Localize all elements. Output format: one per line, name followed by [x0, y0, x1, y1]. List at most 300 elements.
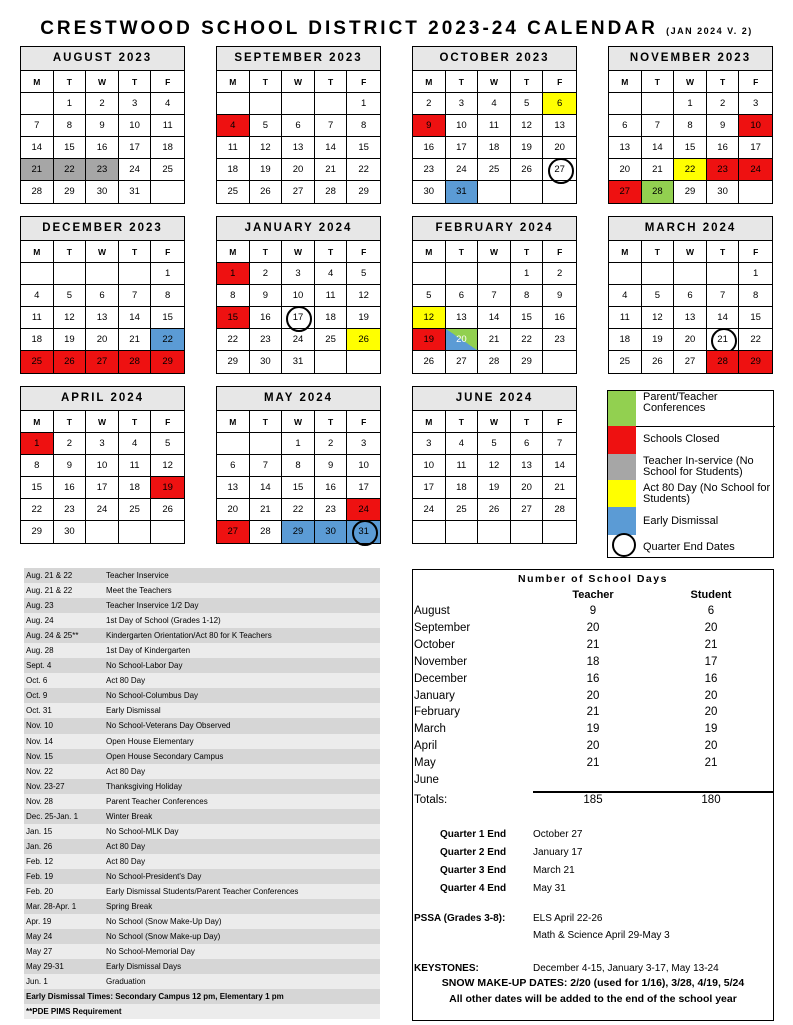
month-february-2024 [412, 216, 577, 374]
day-cell [119, 521, 152, 543]
month-december-2023 [20, 216, 185, 374]
day-cell: 26 [347, 329, 380, 351]
event-row [24, 643, 380, 658]
day-cell [609, 263, 642, 285]
day-cell: 27 [217, 521, 250, 543]
weekday-header: T [54, 71, 87, 93]
pssa-line2: Math & Science April 29-May 3 [533, 930, 670, 941]
day-cell: 22 [511, 329, 544, 351]
day-cell: 3 [347, 433, 380, 455]
legend-item-act80 [608, 480, 775, 507]
day-cell: 15 [21, 477, 54, 499]
weekday-header: T [511, 411, 544, 433]
day-cell: 21 [543, 477, 576, 499]
day-cell: 11 [21, 307, 54, 329]
month-title: SEPTEMBER 2023 [217, 47, 380, 71]
day-cell: 30 [707, 181, 740, 203]
day-cell: 18 [478, 137, 511, 159]
day-cell: 9 [707, 115, 740, 137]
day-cell: 27 [282, 181, 315, 203]
day-cell: 25 [446, 499, 479, 521]
day-cell: 5 [413, 285, 446, 307]
day-cell: 26 [413, 351, 446, 373]
day-cell: 29 [358, 186, 369, 197]
day-cell: 30 [315, 521, 348, 543]
event-text: Early Dismissal [106, 706, 161, 716]
day-cell: 8 [674, 115, 707, 137]
day-cell: 11 [315, 285, 348, 307]
day-cell: 22 [282, 499, 315, 521]
day-cell: 10 [739, 115, 772, 137]
day-cell: 7 [315, 115, 348, 137]
event-date: Jan. 15 [26, 826, 53, 836]
day-cell [739, 181, 772, 203]
pssa-label: PSSA (Grades 3-8): [414, 913, 506, 924]
event-date: Oct. 9 [26, 691, 48, 701]
event-text: Open House Secondary Campus [106, 751, 224, 761]
keystones-text: December 4-15, January 3-17, May 13-24 [533, 963, 719, 974]
weekday-header: M [21, 241, 54, 263]
day-cell: 4 [151, 93, 184, 115]
event-text: 1st Day of Kindergarten [106, 646, 191, 656]
day-cell: 9 [86, 115, 119, 137]
day-cell: 9 [413, 115, 446, 137]
day-cell: 26 [250, 181, 283, 203]
event-date: Feb. 19 [26, 871, 54, 881]
day-cell: 25 [478, 159, 511, 181]
quarter-2-label: Quarter 2 End [440, 847, 507, 858]
weekday-header: W [282, 411, 315, 433]
day-cell: 7 [21, 115, 54, 137]
day-cell: 13 [446, 307, 479, 329]
day-cell: 5 [151, 433, 184, 455]
day-cell: 6 [674, 285, 707, 307]
day-cell: 1 [739, 263, 772, 285]
day-cell: 7 [478, 285, 511, 307]
event-text: Early Dismissal Students/Parent Teacher Conferences [106, 886, 299, 896]
quarter-4-label: Quarter 4 End [440, 883, 507, 894]
event-date: Aug. 28 [26, 646, 54, 656]
day-cell: 1 [511, 263, 544, 285]
day-cell [642, 93, 675, 115]
day-cell: 27 [511, 499, 544, 521]
day-cell: 13 [86, 307, 119, 329]
day-cell [511, 181, 544, 203]
event-date: Jun. 1 [26, 977, 48, 987]
day-cell: 19 [250, 159, 283, 181]
day-cell: 29 [739, 351, 772, 373]
month-title: AUGUST 2023 [21, 47, 184, 71]
event-date: Aug. 24 & 25** [26, 631, 79, 641]
day-cell [86, 521, 119, 543]
event-row [24, 703, 380, 718]
day-grid [21, 241, 184, 373]
quarter-3-label: Quarter 3 End [440, 865, 507, 876]
weekday-header: T [511, 241, 544, 263]
day-cell: 7 [707, 285, 740, 307]
school-days-student: 20 [704, 689, 718, 702]
day-cell: 4 [21, 285, 54, 307]
day-cell: 14 [642, 137, 675, 159]
event-date: Mar. 28-Apr. 1 [26, 902, 77, 912]
event-date: Apr. 19 [26, 917, 52, 927]
day-cell: 20 [282, 159, 315, 181]
day-cell: 1 [674, 93, 707, 115]
day-cell: 13 [282, 137, 315, 159]
day-cell: 16 [543, 307, 576, 329]
event-text: Teacher Inservice [106, 571, 169, 580]
day-cell: 22 [21, 499, 54, 521]
day-cell: 23 [86, 159, 119, 181]
day-cell: 24 [739, 159, 772, 181]
legend-item-inservice [608, 454, 775, 480]
day-cell: 15 [347, 137, 380, 159]
weekday-header: F [739, 241, 772, 263]
quarter-1-label: Quarter 1 End [440, 829, 507, 840]
month-title: MAY 2024 [217, 387, 380, 411]
day-cell [543, 521, 576, 543]
day-cell: 14 [315, 137, 348, 159]
day-cell: 29 [151, 351, 184, 373]
day-cell: 20 [543, 137, 576, 159]
day-cell: 15 [674, 137, 707, 159]
day-cell: 16 [86, 137, 119, 159]
school-days-teacher: 21 [586, 706, 600, 719]
day-cell [642, 263, 675, 285]
weekday-header: W [478, 71, 511, 93]
day-cell: 6 [86, 285, 119, 307]
month-title: APRIL 2024 [21, 387, 184, 411]
event-row [24, 899, 380, 914]
day-cell: 19 [478, 477, 511, 499]
event-date: Aug. 21 & 22 [26, 571, 73, 580]
day-cell: 19 [347, 307, 380, 329]
day-cell: 17 [119, 137, 152, 159]
event-text: Early Dismissal Times: Secondary Campus 12 pm, Elementary 1 pm [26, 992, 284, 1002]
day-cell: 18 [21, 329, 54, 351]
day-cell [21, 263, 54, 285]
day-grid [413, 71, 576, 203]
day-cell [315, 351, 348, 373]
day-cell [54, 263, 87, 285]
day-cell [543, 351, 576, 373]
weekday-header: T [250, 411, 283, 433]
day-cell: 8 [217, 285, 250, 307]
day-grid [413, 411, 576, 543]
event-row [24, 718, 380, 733]
event-date: Nov. 10 [26, 721, 53, 731]
event-text: Spring Break [106, 902, 153, 912]
weekday-header: T [315, 71, 348, 93]
weekday-header: F [543, 411, 576, 433]
weekday-header: T [315, 411, 348, 433]
legend-swatch [608, 507, 636, 535]
school-days-month: March [414, 723, 446, 736]
pssa-line1: ELS April 22-26 [533, 913, 603, 924]
day-cell: 1 [54, 93, 87, 115]
day-cell: 23 [315, 499, 348, 521]
event-row [24, 914, 380, 929]
month-january-2024 [216, 216, 381, 374]
event-row [24, 1004, 380, 1019]
event-text: Act 80 Day [106, 841, 146, 851]
legend-swatch [608, 454, 636, 480]
day-cell: 13 [674, 307, 707, 329]
event-text: No School-Columbus Day [106, 691, 199, 701]
day-cell: 22 [674, 159, 707, 181]
day-cell: 20 [217, 499, 250, 521]
day-cell [543, 181, 576, 203]
day-cell: 17 [347, 477, 380, 499]
day-cell: 21 [642, 159, 675, 181]
day-cell: 30 [413, 181, 446, 203]
keystones-label: KEYSTONES: [414, 963, 479, 974]
day-cell: 1 [347, 93, 380, 115]
day-cell [151, 181, 184, 203]
day-cell: 30 [250, 351, 283, 373]
day-cell [119, 263, 152, 285]
day-cell: 5 [642, 285, 675, 307]
school-days-student: 17 [704, 655, 718, 668]
weekday-header: M [217, 71, 250, 93]
weekday-header: M [217, 241, 250, 263]
day-cell: 13 [543, 115, 576, 137]
weekday-header: T [54, 241, 87, 263]
month-april-2024 [20, 386, 185, 544]
school-days-month: April [414, 740, 438, 753]
day-cell [151, 521, 184, 543]
day-cell: 21 [478, 329, 511, 351]
weekday-header: T [642, 71, 675, 93]
legend-label: Early Dismissal [643, 515, 719, 527]
day-cell [217, 93, 250, 115]
day-cell: 27 [86, 351, 119, 373]
day-cell: 30 [86, 181, 119, 203]
weekday-header: T [511, 71, 544, 93]
event-text: No School-Memorial Day [106, 947, 195, 957]
school-days-teacher: 19 [586, 723, 600, 736]
school-days-month: August [414, 605, 450, 617]
event-row [24, 929, 380, 944]
day-cell: 26 [511, 159, 544, 181]
weekday-header: M [217, 411, 250, 433]
event-row [24, 779, 380, 794]
event-text: Act 80 Day [106, 676, 146, 686]
day-cell: 3 [119, 93, 152, 115]
event-text: No School-President's Day [106, 871, 202, 881]
day-cell: 3 [282, 263, 315, 285]
day-cell: 8 [511, 285, 544, 307]
day-cell: 3 [739, 93, 772, 115]
school-days-title: Number of School Days [518, 573, 668, 585]
day-cell [446, 521, 479, 543]
event-date: Sept. 4 [26, 661, 52, 671]
day-cell: 5 [511, 93, 544, 115]
day-cell: 18 [217, 159, 250, 181]
total-teacher: 185 [583, 794, 603, 806]
day-cell: 21 [315, 159, 348, 181]
day-cell: 27 [543, 159, 576, 181]
day-cell: 18 [315, 307, 348, 329]
day-cell: 4 [217, 115, 250, 137]
event-text: No School-Labor Day [106, 661, 183, 671]
day-cell: 9 [543, 285, 576, 307]
school-days-student: 21 [704, 638, 718, 651]
event-row [24, 974, 380, 989]
weekday-header: M [21, 71, 54, 93]
month-title: JANUARY 2024 [217, 217, 380, 241]
school-days-student: 20 [704, 740, 718, 753]
day-cell: 28 [478, 351, 511, 373]
day-cell: 25 [609, 351, 642, 373]
day-cell: 13 [217, 477, 250, 499]
day-cell: 14 [21, 137, 54, 159]
weekday-header: W [86, 71, 119, 93]
day-cell: 15 [54, 137, 87, 159]
weekday-header: T [707, 241, 740, 263]
day-cell: 17 [446, 137, 479, 159]
event-row [24, 884, 380, 899]
event-row [24, 598, 380, 613]
event-date: Feb. 20 [26, 886, 54, 896]
school-days-student: 16 [704, 672, 718, 685]
weekday-header: W [478, 411, 511, 433]
day-cell: 16 [315, 477, 348, 499]
day-cell [250, 93, 283, 115]
col-student: Student [690, 589, 732, 601]
day-cell: 24 [119, 159, 152, 181]
day-cell: 2 [413, 93, 446, 115]
school-days-month: June [414, 774, 439, 786]
day-cell: 24 [86, 499, 119, 521]
legend-item-conferences [608, 391, 775, 427]
day-grid [609, 71, 772, 203]
day-cell: 15 [511, 307, 544, 329]
day-cell: 10 [282, 285, 315, 307]
weekday-header: T [642, 241, 675, 263]
legend-item-early-dismissal [608, 507, 775, 535]
event-row [24, 854, 380, 869]
day-cell: 26 [151, 499, 184, 521]
day-cell: 5 [54, 285, 87, 307]
day-cell: 18 [119, 477, 152, 499]
day-cell: 7 [250, 455, 283, 477]
school-days-month: February [414, 706, 461, 719]
total-student: 180 [701, 794, 721, 806]
day-cell: 5 [478, 433, 511, 455]
event-row [24, 688, 380, 703]
day-cell: 29 [674, 181, 707, 203]
snow-makeup-note: All other dates will be added to the end of the school year [449, 993, 737, 1005]
event-text: Thanksgiving Holiday [106, 781, 183, 791]
day-cell: 8 [739, 285, 772, 307]
weekday-header: W [478, 241, 511, 263]
school-days-month: May [414, 757, 436, 770]
day-cell: 10 [119, 115, 152, 137]
day-grid [21, 411, 184, 543]
event-text: Act 80 Day [106, 766, 146, 776]
school-days-month: November [414, 655, 468, 668]
event-text: Meet the Teachers [106, 586, 172, 596]
event-row [24, 824, 380, 839]
event-row [24, 959, 380, 974]
weekday-header: T [54, 411, 87, 433]
title-text: CRESTWOOD SCHOOL DISTRICT 2023-24 CALENDAR [40, 18, 658, 39]
day-cell: 23 [250, 329, 283, 351]
month-october-2023 [412, 46, 577, 204]
event-text: Open House Elementary [106, 736, 194, 746]
day-cell: 17 [413, 477, 446, 499]
quarter-4-date: May 31 [533, 883, 566, 894]
day-cell: 14 [543, 455, 576, 477]
school-days-student: 20 [704, 621, 718, 634]
day-cell: 23 [543, 329, 576, 351]
event-row [24, 673, 380, 688]
day-cell: 6 [609, 115, 642, 137]
day-cell [347, 351, 380, 373]
event-row [24, 794, 380, 809]
day-cell: 28 [250, 521, 283, 543]
day-cell: 12 [54, 307, 87, 329]
day-cell [609, 93, 642, 115]
weekday-header: T [119, 71, 152, 93]
event-row [24, 613, 380, 628]
day-cell: 29 [21, 521, 54, 543]
day-cell: 3 [86, 433, 119, 455]
day-cell: 26 [478, 499, 511, 521]
event-row [24, 944, 380, 959]
weekday-header: F [347, 241, 380, 263]
school-days-teacher: 18 [586, 655, 600, 668]
day-cell: 4 [315, 263, 348, 285]
day-cell: 19 [642, 329, 675, 351]
weekday-header: M [609, 241, 642, 263]
school-days-student: 20 [704, 706, 718, 719]
day-cell: 15 [217, 307, 250, 329]
school-days-month: October [414, 638, 455, 651]
weekday-header: T [315, 241, 348, 263]
event-date: Nov. 28 [26, 796, 53, 806]
day-cell: 19 [511, 137, 544, 159]
day-cell: 28 [21, 181, 54, 203]
legend-label: Act 80 Day (No School for Students) [643, 482, 771, 505]
day-cell: 24 [446, 159, 479, 181]
weekday-header: F [347, 71, 380, 93]
day-cell: 6 [282, 115, 315, 137]
legend-swatch [608, 391, 636, 426]
day-cell: 23 [54, 499, 87, 521]
day-cell: 7 [642, 115, 675, 137]
weekday-header: T [446, 71, 479, 93]
weekday-header: T [250, 241, 283, 263]
event-date: Feb. 12 [26, 856, 54, 866]
weekday-header: M [21, 411, 54, 433]
day-cell: 22 [151, 329, 184, 351]
day-cell: 2 [86, 93, 119, 115]
version-label: (JAN 2024 V. 2) [666, 26, 753, 36]
event-text: No School (Snow Make-Up Day) [106, 917, 222, 927]
event-row [24, 869, 380, 884]
weekday-header: F [543, 241, 576, 263]
day-cell: 3 [446, 93, 479, 115]
day-cell: 24 [413, 499, 446, 521]
day-cell: 13 [511, 455, 544, 477]
school-days-teacher: 9 [589, 605, 597, 617]
weekday-header: F [543, 71, 576, 93]
day-cell: 5 [347, 263, 380, 285]
day-cell: 20 [511, 477, 544, 499]
legend-swatch [608, 480, 636, 507]
